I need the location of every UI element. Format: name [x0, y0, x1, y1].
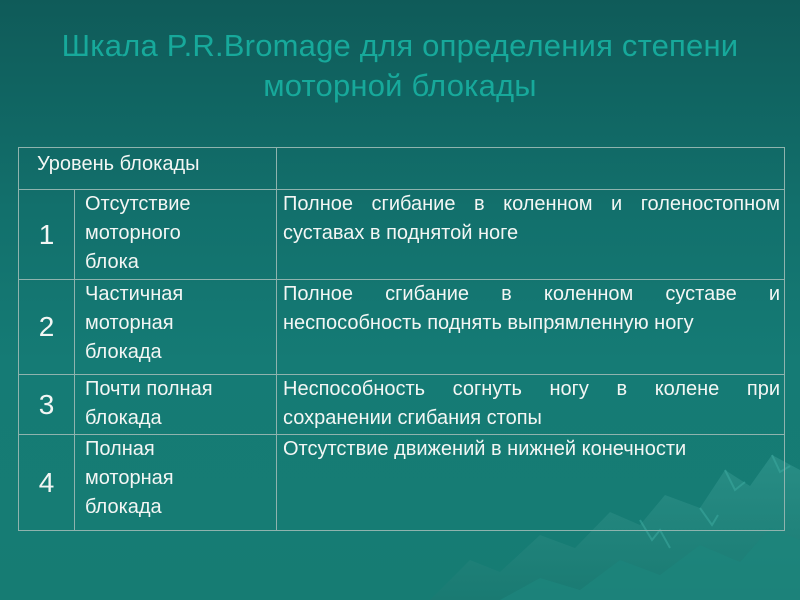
level-name-line: блокада: [85, 407, 162, 429]
table-row: [19, 190, 785, 280]
level-description: Полное сгибание в коленном и голеностопном суставах в поднятой ноге: [277, 190, 785, 280]
table-row: [19, 375, 785, 435]
page-title: [0, 26, 800, 106]
title-line-1: Шкала P.R.Bromage для определения степени: [61, 28, 739, 63]
level-description: Полное сгибание в коленном суставе и неспособность поднять выпрямленную ногу: [277, 280, 785, 375]
level-name-line: моторная: [85, 312, 174, 334]
level-number: 3: [19, 375, 75, 435]
level-name-line: блока: [85, 251, 139, 273]
level-number: 2: [19, 280, 75, 375]
level-name-line: Почти полная: [85, 378, 213, 400]
level-name: [75, 375, 277, 435]
level-description: Отсутствие движений в нижней конечности: [277, 435, 785, 531]
table-header-row: [19, 148, 785, 190]
header-level-cell: Уровень блокады: [19, 148, 277, 190]
title-line-2: моторной блокады: [263, 68, 537, 103]
table-row: [19, 280, 785, 375]
level-name-line: Частичная: [85, 283, 184, 305]
level-name: [75, 280, 277, 375]
level-name: [75, 435, 277, 531]
header-empty-cell: [277, 148, 785, 190]
table-row: [19, 435, 785, 531]
level-name-line: Полная: [85, 438, 155, 460]
level-number: 4: [19, 435, 75, 531]
level-description: Неспособность согнуть ногу в колене при сохранении сгибания стопы: [277, 375, 785, 435]
level-number: 1: [19, 190, 75, 280]
level-name: [75, 190, 277, 280]
level-name-line: блокада: [85, 496, 162, 518]
bromage-scale-table: [18, 147, 785, 531]
level-name-line: блокада: [85, 341, 162, 363]
level-name-line: моторного: [85, 222, 181, 244]
level-name-line: моторная: [85, 467, 174, 489]
level-name-line: Отсутствие: [85, 193, 191, 215]
